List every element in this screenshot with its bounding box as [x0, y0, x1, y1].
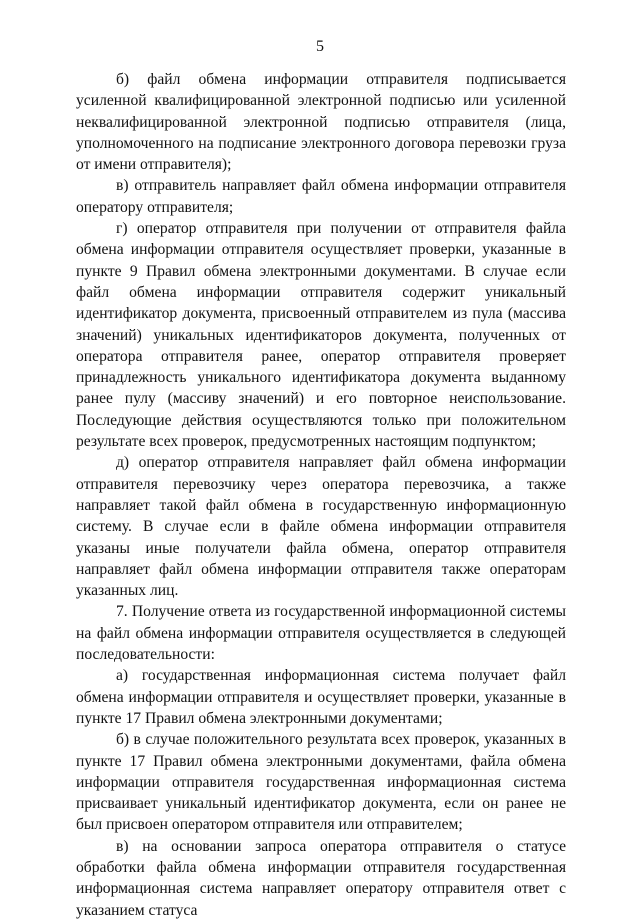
page-number: 5 [316, 38, 324, 55]
paragraph-g-operator-checks: г) оператор отправителя при получении от отправителя файла обмена информации отправителя осуществляет проверки, указанные в пункте 9 Правил обмена электронными документами. В случае если файл обмена информации отправителя содержит уникальный идентификатор документа, присвоенный отправителем из пула (массива значений) уникальных идентификаторов документа, полученных от оператора отправителя ранее, оператор отправителя проверяет принадлежность уникального идентификатора документа выданному ранее пулу (массиву значений) и его повторное неиспользование. Последующие действия осуществляются только при положительном результате всех проверок, предусмотренных настоящим подпунктом; [76, 220, 566, 451]
paragraph-a-gis-receives: а) государственная информационная система получает файл обмена информации отправителя и осуществляет проверки, указанные в пункте 17 Правил обмена электронными документами; [76, 667, 566, 727]
paragraph-b-signature: б) файл обмена информации отправителя подписывается усиленной квалифицированной электронной подписью или усиленной неквалифицированной электронной подписью отправителя (лица, уполномоченного на подписание электронного договора перевозки груза от имени отправителя); [76, 71, 566, 174]
paragraph-v-send-to-operator: в) отправитель направляет файл обмена информации отправителя оператору отправителя; [76, 177, 566, 216]
paragraph-v-gis-status: в) на основании запроса оператора отправителя о статусе обработки файла обмена информации отправителя государственная информационная система направляет оператору отправителя ответ с указанием статуса [76, 837, 566, 919]
document-body [76, 69, 566, 921]
paragraph-d-operator-forwards: д) оператор отправителя направляет файл обмена информации отправителя перевозчику через оператора перевозчика, а также направляет такой файл обмена в государственную информационную систему. В случае если в файле обмена информации отправителя указаны иные получатели файла обмена, оператор отправителя направляет файл обмена информации отправителя также операторам указанных лиц. [76, 454, 566, 600]
paragraph-7-response: 7. Получение ответа из государственной информационной системы на файл обмена информации отправителя осуществляется в следующей последовательности: [76, 603, 566, 664]
paragraph-b-gis-assigns-id: б) в случае положительного результата всех проверок, указанных в пункте 17 Правил обмена электронными документами, файла обмена информации отправителя государственная информационная система присваивает уникальный идентификатор документа, если он ранее не был присвоен оператором отправителя или отправителем; [76, 731, 566, 834]
